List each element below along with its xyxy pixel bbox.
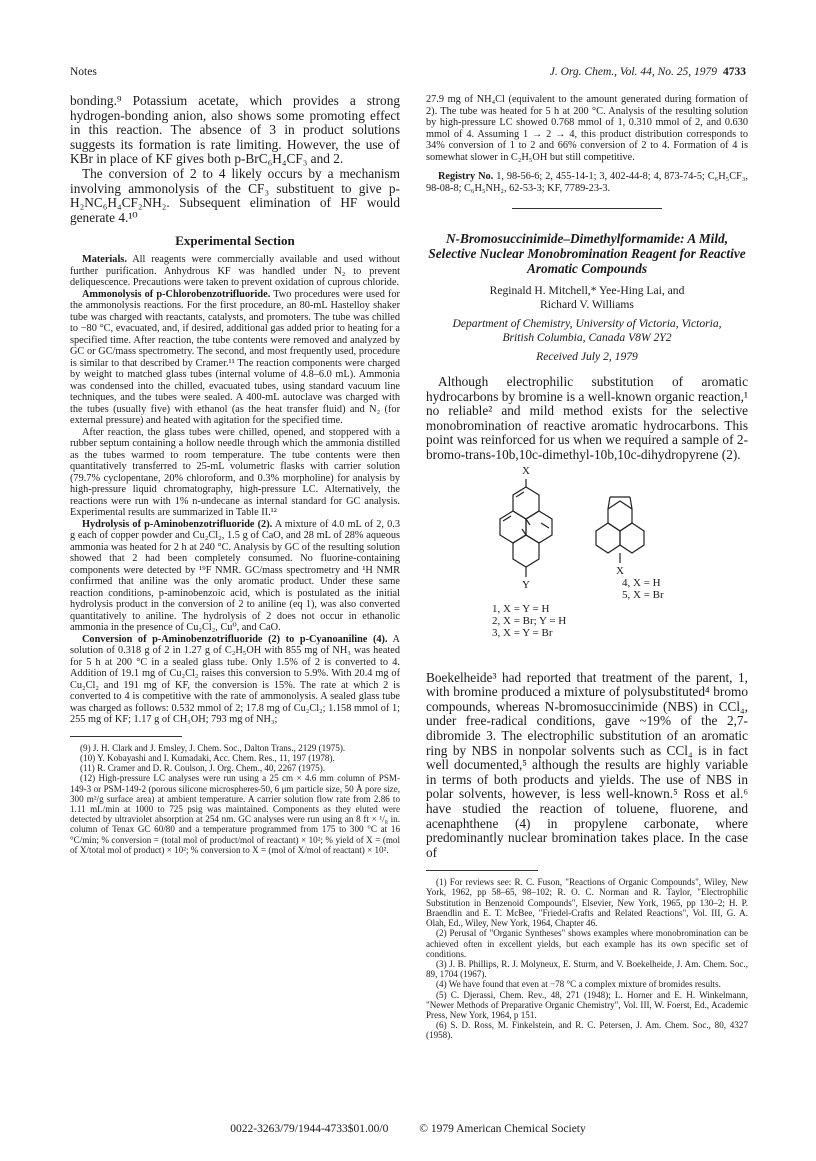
- substituent-label: Y: [522, 578, 530, 591]
- compound-label: 4, X = H: [622, 576, 661, 589]
- footnote: (3) J. B. Phillips, R. J. Molyneux, E. Sturm, and V. Boekelheide, J. Am. Chem. Soc., 89, 1704 (1967).: [426, 958, 748, 980]
- page-footer: [0, 1123, 816, 1135]
- authors: Reginald H. Mitchell,* Yee-Hing Lai, and Richard V. Williams: [489, 284, 685, 311]
- running-head: [70, 66, 746, 82]
- compound-label: 5, X = Br: [622, 588, 664, 601]
- after-reaction-paragraph: After reaction, the glass tubes were chilled, opened, and stoppered with a rubber septum containing a hollow needle through which the ammonia distilled as the tubes warmed to room temperature. The tube contents were then quantitatively transferred to 25-mL volumetric flasks with carrier solution (79.7% cyclopentane, 20% chloroform, and 0.3% morpholine) for analysis by high-pressure liquid chromatography, high-pressure LC. Alternatively, the reactions were run with 1% n-undecane as internal standard for GC analysis. Experimental results are summarized in Table II.¹²: [70, 426, 400, 519]
- body-paragraph: The conversion of 2 to 4 likely occurs by a mechanism involving ammonolysis of the CF₃ substituent to give p-H₂NC₆H₄CF₂NH₂. Subsequent elimination of HF would generate 4.¹⁰: [70, 165, 400, 225]
- body-paragraph: Boekelheide³ had reported that treatment of the parent, 1, with bromine produced a mixture of polysubstituted⁴ bromo compounds, whereas N-bromosuccinimide (NBS) in CCl₄, under free-radical conditions, gave ~19% of the 2,7-dibromide 3. The electrophilic substitution of an aromatic ring by NBS in nonpolar solvents such as CCl₄ is in fact well documented,⁵ although the results are highly variable in terms of both products and yields. The use of NBS in polar solvents, however, is less well-known.⁵ Ross et al.⁶ have studied the reaction of toluene, fluorene, and acenaphthene (4) in propylene carbonate, where predominantly nuclear bromination takes place. In the case of: [426, 669, 748, 860]
- registry-paragraph: Registry No. 1, 98-56-6; 2, 455-14-1; 3, 402-44-8; 4, 873-74-5; C₆H₅CF₃, 98-08-8; C₆H₅NH₂, 62-53-3; KF, 7789-23-3.: [426, 171, 749, 194]
- materials-paragraph: Materials. All reagents were commercially available and used without further purification. Anhydrous KF was handled under N₂ to prevent deliquescence. Precautions were taken to prevent oxidation of cuprous chloride.: [70, 254, 400, 289]
- acenaphthene-structure: [596, 497, 644, 563]
- footnote: (10) Y. Kobayashi and I. Kumadaki, Acc. Chem. Res., 11, 197 (1978).: [80, 753, 335, 764]
- footnote: (12) High-pressure LC analyses were run using a 25 cm × 4.6 mm column of PSM-149-3 or PSM-149-2 (porous silicone microspheres-50, 6 μm particle size, 50 Å pore size, 300 m²/g surface area) at ambient temperature. A carrier solution flow rate from 2.86 to 1.11 mL/min at 1000 to 725 psig was maintained. Components as they eluted were detected by ultraviolet absorption at 254 nm. GC analyses were run using an 8 ft × ¹/₈ in. column of Tenax GC 60/80 and a temperature programmed from 175 to 300 °C at 16 °C/min; % conversion = (total mol of product/mol of reactant) × 10²; % yield of X = (mol of X/total mol of product) × 10²; % conversion to X = (mol of X/mol of reactant) × 10².: [70, 773, 400, 855]
- substituent-label: X: [616, 564, 624, 577]
- footnote-rule: [70, 736, 182, 737]
- ammonolysis-paragraph: Ammonolysis of p-Chlorobenzotrifluoride. Two procedures were used for the ammonolysis reactions. For the first procedure, an 80-mL Hastelloy shaker tube was charged with reactants, catalysts, and promoters. The tube was chilled to −80 °C, evacuated, and, if desired, additional gas added prior to heating for a specified time. After reaction, the tube contents were removed and analyzed by GC or GC/mass spectrometry. The second, and most frequently used, procedure is similar to that described by Cramer.¹¹ The reaction components were charged by weight to matched glass tubes (internal volume of 4.8–6.0 mL). Ammonia was condensed into the chilled, evacuated tubes, using standard vacuum line techniques, and the tubes were sealed. A 400-mL autoclave was charged with the tubes (usually five) with ethanol (as the heat transfer fluid) and N₂ (for external pressure) and heated with agitation for the specified time.: [70, 288, 400, 427]
- article-title: N-Bromosuccinimide–Dimethylformamide: A Mild, Selective Nuclear Monobromination Reagent for Reactive Aromatic Compounds: [428, 231, 746, 276]
- structure-drawing: [426, 465, 748, 665]
- footnote: (11) R. Cramer and D. R. Coulson, J. Org. Chem., 40, 2267 (1975).: [80, 763, 326, 774]
- substituent-label: X: [522, 464, 530, 477]
- chemical-structures: [426, 465, 748, 665]
- dihydropyrene-structure: [500, 479, 552, 577]
- footnote: (5) C. Djerassi, Chem. Rev., 48, 271 (1948); L. Horner and E. H. Winkelmann, "Newer Methods of Preparative Organic Chemistry", Vol. III, W. Foerst, Ed., Academic Press, New York, 1964, p 151.: [426, 989, 748, 1020]
- running-head-journal: J. Org. Chem., Vol. 44, No. 25, 1979 4733: [549, 66, 746, 78]
- article-code: 0022-3263/79/1944-4733$01.00/0: [230, 1123, 389, 1135]
- affiliation: Department of Chemistry, University of Victoria, Victoria, British Columbia, Canada V8W 2Y2: [452, 317, 722, 344]
- running-head-section: Notes: [70, 66, 97, 78]
- left-column: [70, 94, 400, 855]
- footnote: (2) Perusal of "Organic Syntheses" shows examples where monobromination can be achieved often in excellent yields, but each example has its own specific set of conditions.: [426, 928, 748, 959]
- conversion-paragraph: Conversion of p-Aminobenzotrifluoride (2) to p-Cyanoaniline (4). A solution of 0.318 g of 2 in 1.27 g of C₂H₅OH with 855 mg of NH₃ was heated for 5 h at 200 °C in a sealed glass tube. Only 1.5% of 2 is converted to 4. Addition of 19.1 mg of Cu₂Cl₂ raises this conversion to 5.9%. With 20.4 mg of Cu₂Cl₂ and 191 mg of KF, the conversion is 15%. The rate at which 2 is converted to 4 is competitive with the rate of ammonolysis. A sealed glass tube was charged as follows: 0.532 mmol of 2; 17.8 mg of Cu₂Cl₂; 1.158 mmol of 1; 255 mg of KF; 1.17 g of CH₃OH; 793 mg of NH₃;: [70, 633, 400, 726]
- footnote: (6) S. D. Ross, M. Finkelstein, and R. C. Petersen, J. Am. Chem. Soc., 80, 4327 (1958).: [426, 1020, 748, 1041]
- section-heading: Experimental Section: [175, 233, 295, 249]
- compound-label: 3, X = Y = Br: [492, 626, 553, 639]
- received-date: Received July 2, 1979: [536, 350, 638, 363]
- right-column: [426, 94, 748, 1041]
- footnote: (9) J. H. Clark and J. Emsley, J. Chem. Soc., Dalton Trans., 2129 (1975).: [80, 742, 346, 753]
- compound-label: 1, X = Y = H: [492, 602, 550, 615]
- hydrolysis-paragraph: Hydrolysis of p-Aminobenzotrifluoride (2). A mixture of 4.0 mL of 2, 0.3 g each of copper powder and Cu₂Cl₂, 1.5 g of CaO, and 28 mL of 28% aqueous ammonia was heated for 2 h at 240 °C. Analysis by GC of the resulting solution showed that 2 had been completely consumed. No fluorine-containing components were detected by ¹⁹F NMR. GC/mass spectrometry and ¹H NMR confirmed that aniline was the only aromatic product. Under these same reaction conditions, p-aminobenzoic acid, which is postulated as the initial hydrolysis product in the conversion of 2 to aniline (eq 1), was also converted quantitatively to aniline. The hydrolysis of 2 does not occur in ethanolic ammonia in the presence of Cu₂Cl₂, Cu⁰, and CaO.: [70, 518, 400, 634]
- footnote: (1) For reviews see: R. C. Fuson, "Reactions of Organic Compounds", Wiley, New York, 1962, pp 58–65, 98–102; R. O. C. Norman and R. Taylor, "Electrophilic Substitution in Benzenoid Compounds", Elsevier, New York, 1965, pp 130–2; H. P. Braendlin and E. T. McBee, "Friedel-Crafts and Related Reactions", Vol. III, G. A. Olah, Ed., Wiley, New York, 1964, Chapter 46.: [426, 877, 748, 929]
- article-divider: [512, 208, 662, 209]
- page-number: 4733: [723, 66, 746, 78]
- footnote-rule: [426, 870, 538, 871]
- footnote: (4) We have found that even at −78 °C a complex mixture of bromides results.: [436, 979, 721, 990]
- compound-label: 2, X = Br; Y = H: [492, 614, 567, 627]
- intro-paragraph: Although electrophilic substitution of aromatic hydrocarbons by bromine is a well-known organic reaction,¹ no reliable² and mild method exists for the selective monobromination of reactive aromatic hydrocarbons. This point was reinforced for us when we required a sample of 2-bromo-trans-10b,10c-dimethyl-10b,10c-dihydropyrene (2).: [426, 374, 748, 462]
- body-paragraph: bonding.⁹ Potassium acetate, which provides a strong hydrogen-bonding anion, also shows some promoting effect in this reaction. The absence of 3 in product solutions suggests its formation is rate limiting. However, the use of KBr in place of KF gives both p-BrC₆H₄CF₃ and 2.: [70, 93, 400, 167]
- continuation-paragraph: 27.9 mg of NH₄Cl (equivalent to the amount generated during formation of 2). The tube was heated for 5 h at 200 °C. Analysis of the resulting solution by high-pressure LC showed 0.768 mmol of 1, 0.310 mmol of 2, and 0.630 mmol of 4. Assuming 1 → 2 → 4, this product distribution corresponds to 34% conversion of 1 to 2 and 66% conversion of 2 to 4. Formation of 4 is somewhat slower in C₂H₅OH but still competitive.: [426, 94, 748, 163]
- copyright-notice: © 1979 American Chemical Society: [419, 1123, 586, 1135]
